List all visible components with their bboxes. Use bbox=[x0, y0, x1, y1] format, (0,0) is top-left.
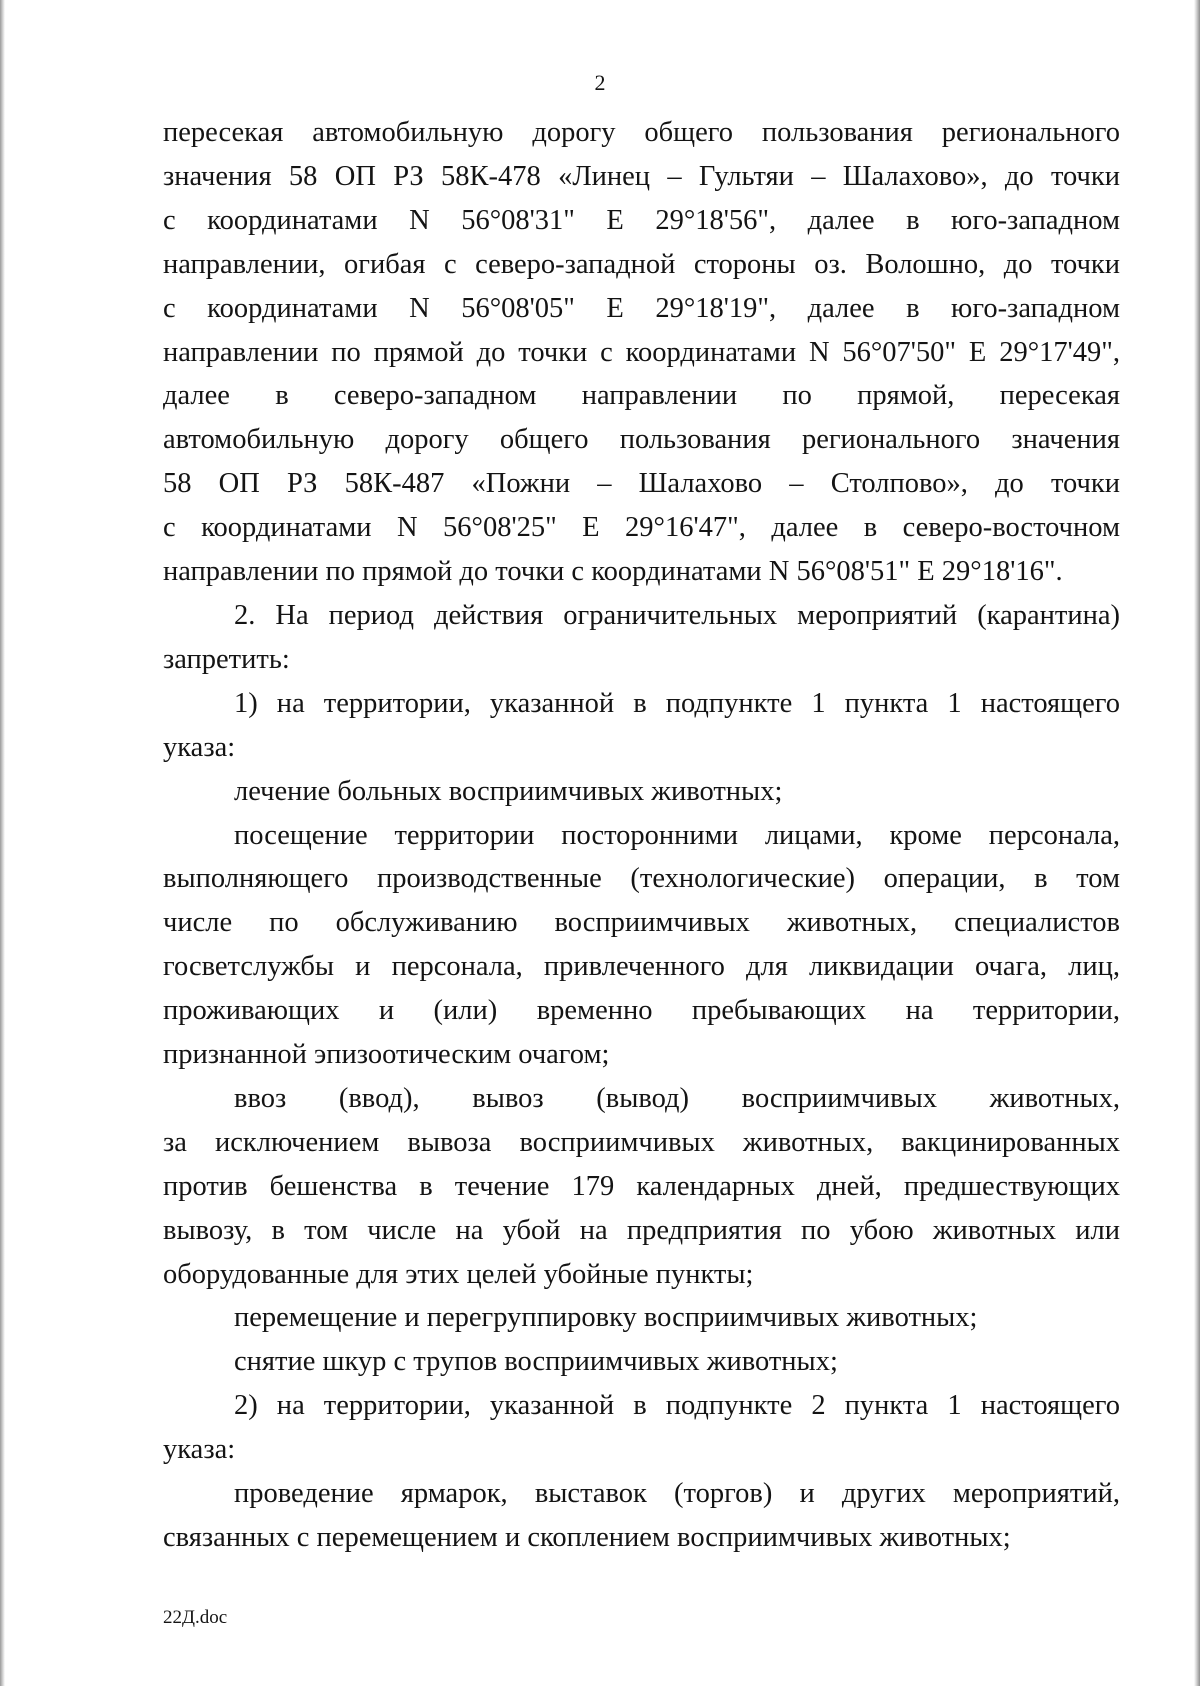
text-line: госветслужбы и персонала, привлеченного для ликвидации очага, лиц, bbox=[163, 951, 1120, 983]
text-line: пересекая автомобильную дорогу общего пользования регионального bbox=[163, 117, 1120, 148]
scan-edge-left bbox=[0, 0, 5, 1686]
text-line: признанной эпизоотическим очагом; bbox=[163, 1039, 610, 1071]
text-line: против бешенства в течение 179 календарных дней, предшествующих bbox=[163, 1170, 1120, 1202]
text-line: направлении, огибая с северо-западной стороны оз. Волошно, до точки bbox=[163, 248, 1120, 280]
text-line: лечение больных восприимчивых животных; bbox=[234, 775, 783, 807]
text-line: 2. На период действия ограничительных мероприятий (карантина) bbox=[234, 599, 1120, 631]
text-line: вывозу, в том числе на убой на предприятия по убою животных или bbox=[163, 1214, 1120, 1246]
text-line: проживающих и (или) временно пребывающих на территории, bbox=[163, 995, 1120, 1027]
page-number: 2 bbox=[594, 70, 606, 95]
footer-filename: 22Д.doc bbox=[163, 1607, 228, 1628]
text-line: посещение территории посторонними лицами, кроме персонала, bbox=[234, 819, 1120, 851]
text-line: перемещение и перегруппировку восприимчивых животных; bbox=[234, 1302, 978, 1334]
text-line: далее в северо-западном направлении по прямой, пересекая bbox=[163, 380, 1120, 412]
text-line: запретить: bbox=[163, 643, 290, 675]
text-line: за исключением вывоза восприимчивых животных, вакцинированных bbox=[163, 1126, 1120, 1158]
text-line: числе по обслуживанию восприимчивых животных, специалистов bbox=[163, 907, 1120, 939]
text-line: направлении по прямой до точки с координатами N 56°07'50" E 29°17'49", bbox=[163, 336, 1120, 368]
text-line: оборудованные для этих целей убойные пункты; bbox=[163, 1258, 754, 1290]
text-line: 58 ОП РЗ 58К-487 «Пожни – Шалахово – Столпово», до точки bbox=[163, 468, 1120, 500]
text-line: направлении по прямой до точки с координатами N 56°08'51" E 29°18'16". bbox=[163, 556, 1063, 588]
text-line: ввоз (ввод), вывоз (вывод) восприимчивых животных, bbox=[234, 1082, 1120, 1114]
text-line: проведение ярмарок, выставок (торгов) и других мероприятий, bbox=[234, 1478, 1120, 1510]
text-line: связанных с перемещением и скоплением восприимчивых животных; bbox=[163, 1522, 1011, 1553]
text-line: указа: bbox=[163, 731, 236, 763]
text-line: с координатами N 56°08'31" E 29°18'56", далее в юго-западном bbox=[163, 204, 1120, 236]
text-line: 2) на территории, указанной в подпункте 2 пункта 1 настоящего bbox=[234, 1390, 1120, 1422]
text-line: значения 58 ОП РЗ 58К-478 «Линец – Гультяи – Шалахово», до точки bbox=[163, 160, 1120, 192]
document-body bbox=[163, 111, 1120, 1560]
text-line: снятие шкур с трупов восприимчивых животных; bbox=[234, 1346, 838, 1378]
text-line: с координатами N 56°08'25" E 29°16'47", далее в северо-восточном bbox=[163, 512, 1120, 544]
text-line: с координатами N 56°08'05" E 29°18'19", далее в юго-западном bbox=[163, 292, 1120, 324]
text-line: указа: bbox=[163, 1434, 236, 1466]
text-line: выполняющего производственные (технологические) операции, в том bbox=[163, 863, 1120, 895]
text-line: 1) на территории, указанной в подпункте 1 пункта 1 настоящего bbox=[234, 687, 1120, 719]
scan-edge-right bbox=[1194, 0, 1200, 1686]
text-line: автомобильную дорогу общего пользования регионального значения bbox=[163, 424, 1120, 456]
